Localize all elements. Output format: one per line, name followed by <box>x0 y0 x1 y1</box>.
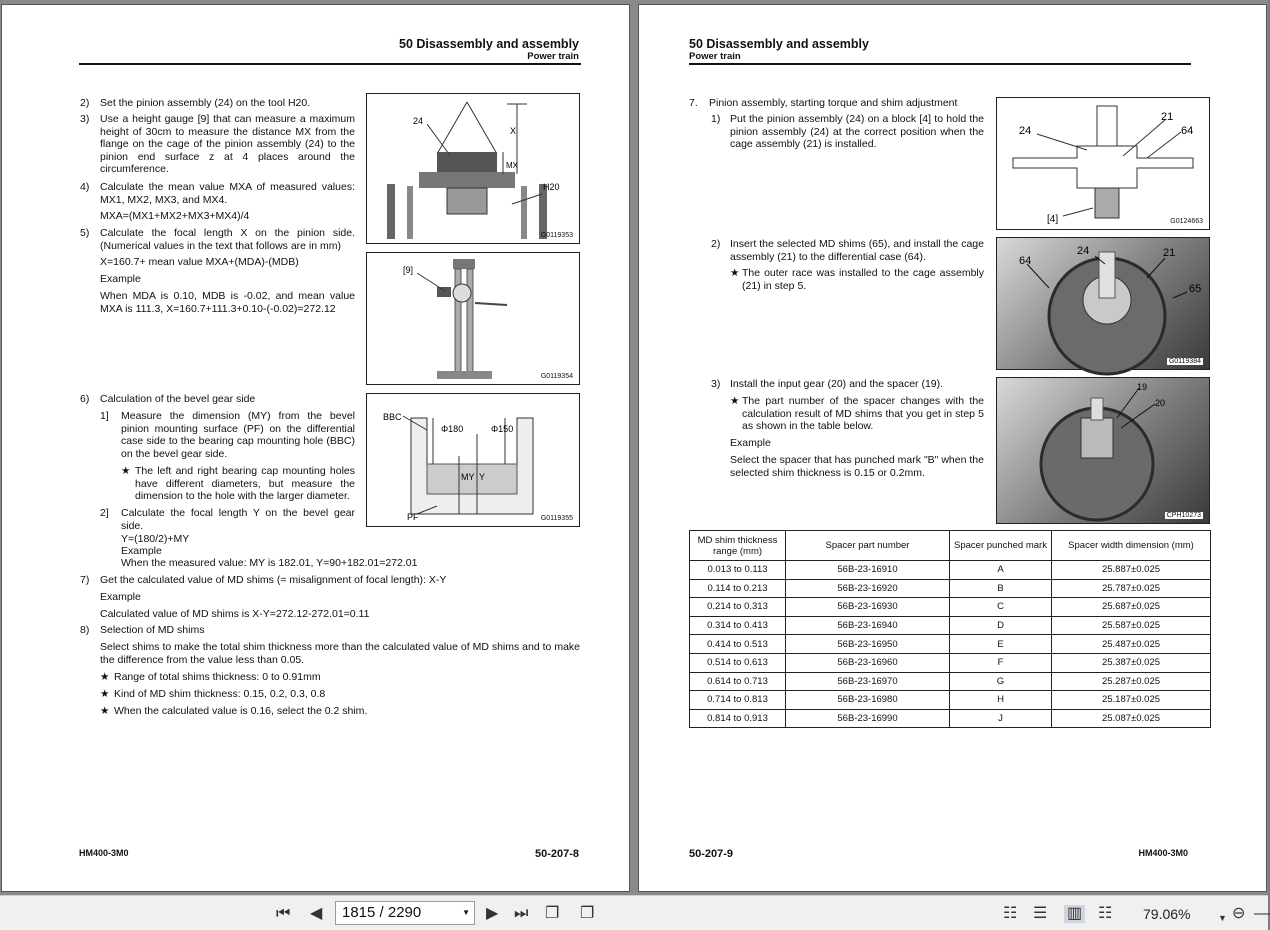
figure-height-gauge <box>366 252 580 385</box>
table-cell: 56B-23-16990 <box>786 709 950 728</box>
table-cell: 0.814 to 0.913 <box>690 709 786 728</box>
fig-label: H20 <box>543 182 560 192</box>
fig-label: BBC <box>383 412 402 422</box>
table-cell: C <box>950 598 1052 617</box>
note-text: The left and right bearing cap mounting holes have different diameters, but measure the dimension to the hole with the larger diameter. <box>135 465 355 502</box>
step-text: Calculate the focal length X on the pinion side. (Numerical values in the text that follows are in mm) <box>100 227 355 252</box>
table-cell: 56B-23-16910 <box>786 561 950 580</box>
zoom-slider-track[interactable]: — <box>1254 905 1270 922</box>
table-cell: 56B-23-16960 <box>786 653 950 672</box>
table-row <box>690 672 1211 691</box>
note-text: The outer race was installed to the cage assembly (21) in step 5. <box>742 267 984 292</box>
fig-label: 20 <box>1155 398 1166 408</box>
table-cell: 56B-23-16940 <box>786 616 950 635</box>
note-text: Range of total shims thickness: 0 to 0.91mm <box>114 671 321 683</box>
step-number: 6) <box>80 393 90 405</box>
table-cell: 0.114 to 0.213 <box>690 579 786 598</box>
step-number: 4) <box>80 181 90 193</box>
table-cell: 56B-23-16980 <box>786 691 950 710</box>
step-text: Calculate the mean value MXA of measured values: MX1, MX2, MX3, and MX4. <box>100 181 355 206</box>
substep-number: 2] <box>100 507 109 519</box>
note-text: Kind of MD shim thickness: 0.15, 0.2, 0.3, 0.8 <box>114 688 326 700</box>
step-number: 1) <box>711 113 721 125</box>
page-left <box>1 4 630 892</box>
example-text: When MDA is 0.10, MDB is -0.02, and mean value MXA is 111.3, X=160.7+111.3+0.10-(-0.02)=272.12 <box>100 290 355 315</box>
table-cell: 0.614 to 0.713 <box>690 672 786 691</box>
fig-label: 19 <box>1137 382 1148 392</box>
figure-pinion-measure <box>366 93 580 244</box>
page-number-input[interactable] <box>335 901 475 925</box>
last-page-icon[interactable]: ⏭︎ <box>514 905 529 922</box>
table-cell: 25.587±0.025 <box>1052 616 1211 635</box>
footer-page-number: 50-207-9 <box>689 848 734 860</box>
table-cell: 56B-23-16930 <box>786 598 950 617</box>
note-text: The part number of the spacer changes with the calculation result of MD shims that you get in step 5 as shown in the table below. <box>742 395 984 432</box>
fig-label: 24 <box>413 116 424 126</box>
prev-page-icon[interactable]: ◀︎ <box>310 905 323 922</box>
table-cell: 0.714 to 0.813 <box>690 691 786 710</box>
substep-number: 1] <box>100 410 109 422</box>
table-row <box>690 561 1211 580</box>
input-gear-photo-graphic <box>997 378 1208 522</box>
footer-model: HM400-3M0 <box>1138 848 1188 858</box>
table-cell: 25.087±0.025 <box>1052 709 1211 728</box>
step-number: 3) <box>711 378 721 390</box>
zoom-dropdown-icon[interactable]: ▼ <box>1218 913 1227 923</box>
spacer-table <box>689 530 1211 728</box>
table-cell: D <box>950 616 1052 635</box>
figure-pinion-block <box>996 97 1210 230</box>
table-cell: 0.214 to 0.313 <box>690 598 786 617</box>
star-bullet: ★ <box>730 267 740 279</box>
fig-label: X <box>510 126 517 136</box>
fig-label: 24 <box>1019 125 1032 137</box>
column-header: Spacer width dimension (mm) <box>1052 531 1211 561</box>
page-right <box>638 4 1267 892</box>
table-cell: A <box>950 561 1052 580</box>
height-gauge-diagram <box>367 253 578 383</box>
section-title: Pinion assembly, starting torque and shim adjustment <box>709 97 958 109</box>
fig-label: MX <box>506 161 518 170</box>
header-subtitle: Power train <box>527 51 579 62</box>
fig-label: 24 <box>1077 245 1090 257</box>
footer-page-number: 50-207-8 <box>534 848 579 860</box>
figure-id: CPH10273 <box>1166 512 1201 519</box>
example-text: When the measured value: MY is 182.01, Y=90+182.01=272.01 <box>121 557 418 569</box>
formula: Y=(180/2)+MY <box>121 533 190 545</box>
step-text: Install the input gear (20) and the spacer (19). <box>730 378 944 390</box>
next-page-icon[interactable]: ▶︎ <box>486 905 499 922</box>
table-cell: G <box>950 672 1052 691</box>
step-number: 8) <box>80 624 90 636</box>
prev-view-icon[interactable]: ❐ <box>545 905 560 922</box>
star-bullet: ★ <box>121 465 131 477</box>
fig-label: Φ180 <box>441 424 464 434</box>
formula: X=160.7+ mean value MXA+(MDA)-(MDB) <box>100 256 299 268</box>
fig-label: 21 <box>1163 247 1176 259</box>
step-number: 7) <box>80 574 90 586</box>
table-cell: 25.887±0.025 <box>1052 561 1211 580</box>
table-cell: 25.787±0.025 <box>1052 579 1211 598</box>
table-cell: F <box>950 653 1052 672</box>
table-cell: 25.687±0.025 <box>1052 598 1211 617</box>
table-row <box>690 616 1211 635</box>
table-cell: 0.013 to 0.113 <box>690 561 786 580</box>
table-row <box>690 691 1211 710</box>
header-title: 50 Disassembly and assembly <box>399 37 579 51</box>
table-header-row <box>690 531 1211 561</box>
table-cell: 25.287±0.025 <box>1052 672 1211 691</box>
star-bullet: ★ <box>730 395 740 407</box>
column-header: MD shim thickness range (mm) <box>690 531 786 561</box>
figure-id: G0119354 <box>540 373 573 380</box>
next-view-icon[interactable]: ❐ <box>580 905 595 922</box>
table-cell: 25.387±0.025 <box>1052 653 1211 672</box>
example-label: Example <box>100 591 141 603</box>
bevel-gear-diagram <box>367 394 578 525</box>
page-header <box>399 37 579 62</box>
page-header <box>689 37 869 62</box>
example-label: Example <box>100 273 141 285</box>
step-text: Select shims to make the total shim thickness more than the calculated value of MD shims and to make the difference from the value less than 0.05. <box>100 641 580 666</box>
table-cell: 0.414 to 0.513 <box>690 635 786 654</box>
figure-id: G0119355 <box>540 515 573 522</box>
header-subtitle: Power train <box>689 51 741 62</box>
substep-text: Calculate the focal length Y on the bevel gear side. <box>121 507 355 532</box>
table-row <box>690 635 1211 654</box>
header-rule <box>79 63 581 65</box>
fig-label: [4] <box>1047 214 1059 225</box>
chevron-down-icon[interactable]: ▼ <box>462 908 470 917</box>
example-label: Example <box>121 545 162 557</box>
table-row <box>690 579 1211 598</box>
fig-label: [9] <box>403 265 414 275</box>
fig-label: 64 <box>1019 255 1032 267</box>
step-text: Put the pinion assembly (24) on a block [4] to hold the pinion assembly (24) at the correct position when the cage assembly (21) is installed. <box>730 113 984 150</box>
header-title: 50 Disassembly and assembly <box>689 37 869 51</box>
two-page-icon[interactable]: ▥ <box>1064 905 1085 923</box>
pinion-block-diagram <box>997 98 1208 228</box>
header-rule <box>689 63 1191 65</box>
star-bullet: ★ <box>100 671 110 683</box>
step-text: Get the calculated value of MD shims (= misalignment of focal length): X-Y <box>100 574 447 586</box>
column-header: Spacer punched mark <box>950 531 1052 561</box>
step-text: Set the pinion assembly (24) on the tool H20. <box>100 97 311 109</box>
example-text: Calculated value of MD shims is X-Y=272.12-272.01=0.11 <box>100 608 370 620</box>
star-bullet: ★ <box>100 705 110 717</box>
fig-label: Y <box>479 472 486 482</box>
table-row <box>690 709 1211 728</box>
table-cell: 25.487±0.025 <box>1052 635 1211 654</box>
navigation-toolbar <box>0 895 1268 930</box>
footer-model: HM400-3M0 <box>79 848 129 858</box>
step-number: 3) <box>80 113 90 125</box>
step-text: Insert the selected MD shims (65), and install the cage assembly (21) to the differential case (64). <box>730 238 984 263</box>
step-text: Selection of MD shims <box>100 624 205 636</box>
step-number: 5) <box>80 227 90 239</box>
table-cell: E <box>950 635 1052 654</box>
step-text: Use a height gauge [9] that can measure a maximum height of 30cm to measure the distance MX from the flange on the cage of the pinion assembly (24) to the pinion end surface z at 4 places around the circumference. <box>100 113 355 175</box>
table-row <box>690 653 1211 672</box>
single-page-icon[interactable]: ☷ <box>1003 905 1018 922</box>
table-cell: H <box>950 691 1052 710</box>
step-number: 2) <box>80 97 90 109</box>
table-cell: 0.514 to 0.613 <box>690 653 786 672</box>
table-cell: J <box>950 709 1052 728</box>
table-cell: 56B-23-16970 <box>786 672 950 691</box>
first-page-icon[interactable]: ⏮︎ <box>276 905 291 922</box>
step-text: Calculation of the bevel gear side <box>100 393 256 405</box>
figure-id: G0119353 <box>540 232 573 239</box>
fig-label: 21 <box>1161 111 1174 123</box>
step-number: 2) <box>711 238 721 250</box>
fig-label: PF <box>407 512 419 522</box>
note-text: When the calculated value is 0.16, select the 0.2 shim. <box>114 705 368 717</box>
figure-id: G0124663 <box>1170 218 1203 225</box>
fig-label: 65 <box>1189 283 1202 295</box>
continuous-icon[interactable]: ☰ <box>1033 905 1048 922</box>
example-label: Example <box>730 437 771 449</box>
fig-label: Φ150 <box>491 424 514 434</box>
figure-bevel-gear <box>366 393 580 527</box>
substep-text: Measure the dimension (MY) from the bevel pinion mounting surface (PF) on the differential case side to the bearing cap mounting hole (BBC) on the bevel gear side. <box>121 410 355 460</box>
column-header: Spacer part number <box>786 531 950 561</box>
table-cell: 25.187±0.025 <box>1052 691 1211 710</box>
formula: MXA=(MX1+MX2+MX3+MX4)/4 <box>100 210 250 222</box>
step-number: 7. <box>689 97 698 109</box>
figure-cage-install-photo <box>996 237 1210 370</box>
figure-input-gear-photo <box>996 377 1210 524</box>
table-cell: 56B-23-16950 <box>786 635 950 654</box>
page-number-value: 1815 / 2290 <box>342 904 422 921</box>
fig-label: MY <box>461 472 475 482</box>
fig-label: 64 <box>1181 125 1194 137</box>
table-cell: B <box>950 579 1052 598</box>
table-row <box>690 598 1211 617</box>
pinion-diagram <box>367 94 578 242</box>
star-bullet: ★ <box>100 688 110 700</box>
example-text: Select the spacer that has punched mark "B" when the selected shim thickness is 0.15 or 0.2mm. <box>730 454 984 479</box>
zoom-out-icon[interactable]: ⊖ <box>1232 905 1246 922</box>
zoom-value[interactable]: 79.06% <box>1143 906 1191 922</box>
table-cell: 56B-23-16920 <box>786 579 950 598</box>
table-cell: 0.314 to 0.413 <box>690 616 786 635</box>
cage-photo-graphic <box>997 238 1208 368</box>
two-page-continuous-icon[interactable]: ☷ <box>1098 905 1113 922</box>
figure-id: G0119384 <box>1168 358 1201 365</box>
